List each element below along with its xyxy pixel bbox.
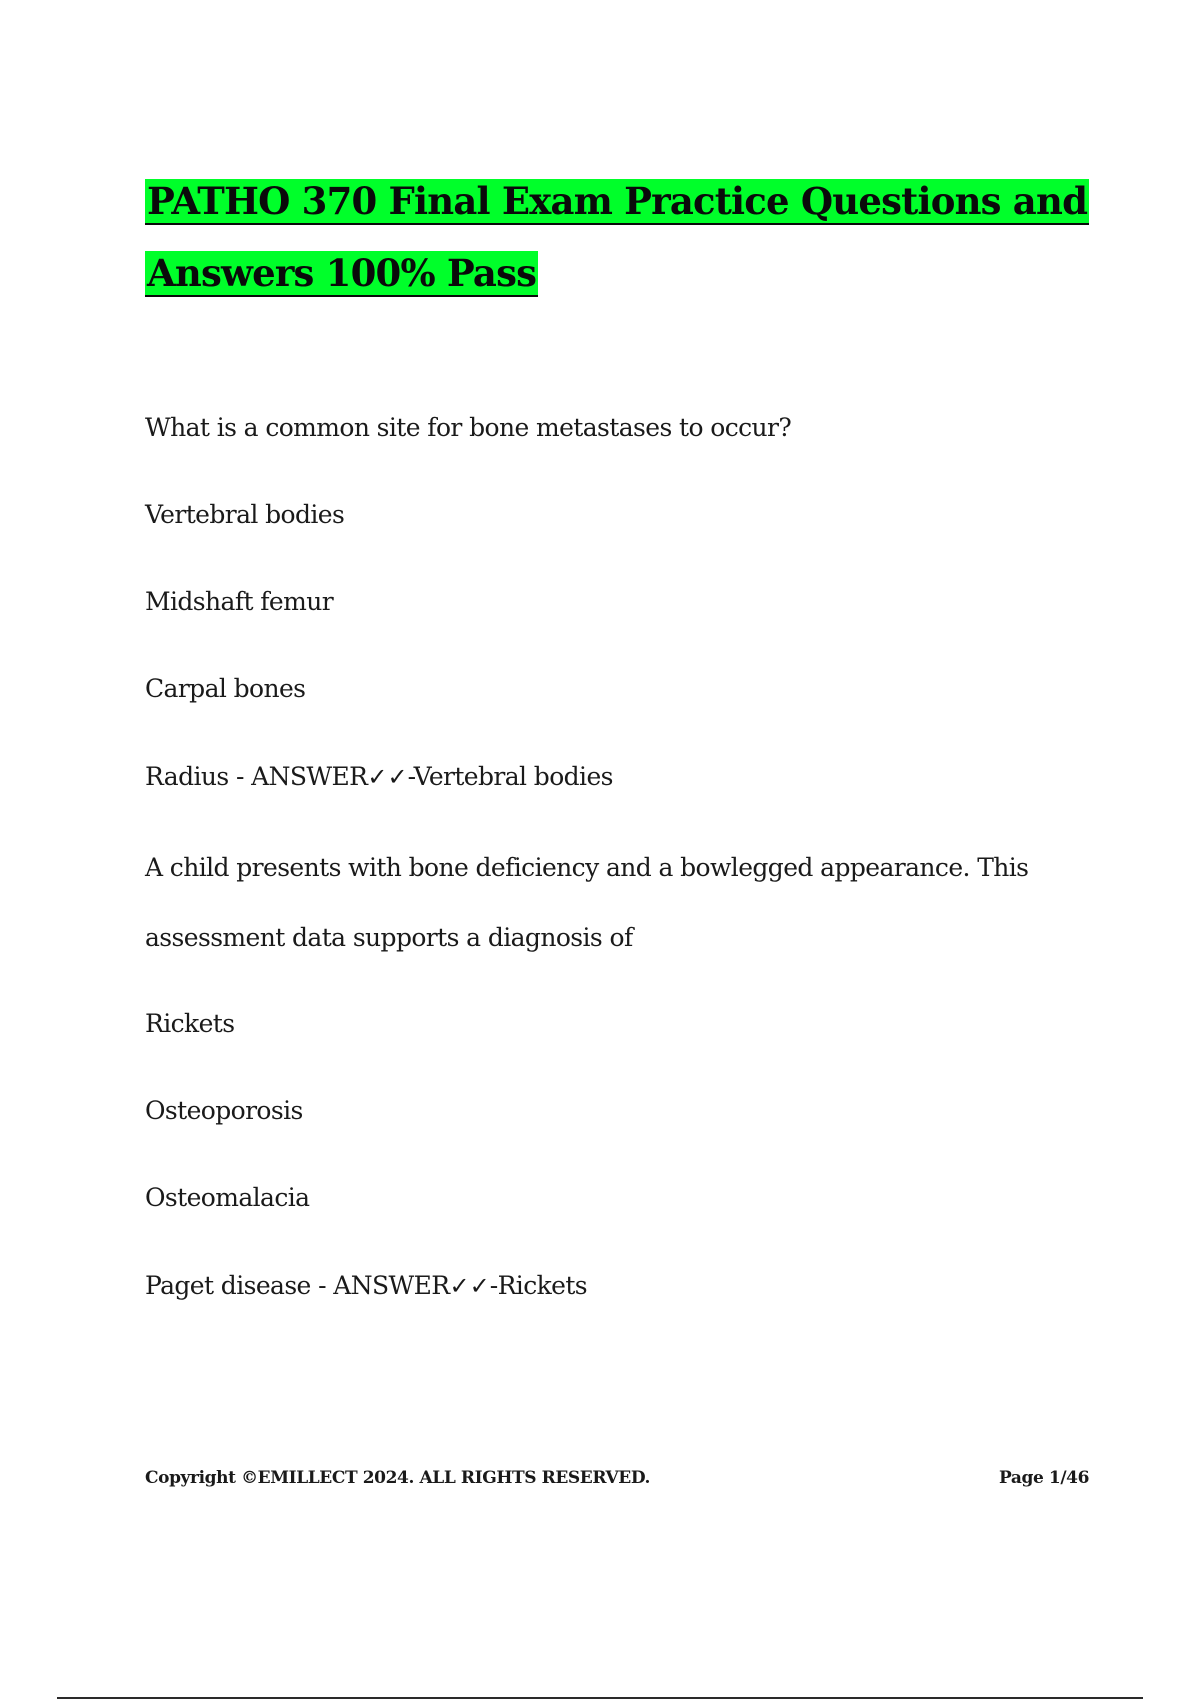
option-item: Radius — [145, 762, 229, 791]
option-item: Carpal bones — [145, 674, 306, 703]
page-number: Page 1/46 — [998, 1468, 1089, 1488]
title-line-2: Answers 100% Pass — [147, 251, 537, 295]
option-item: Paget disease — [145, 1271, 311, 1300]
option-item: Osteomalacia — [145, 1183, 310, 1212]
bottom-divider — [57, 1697, 1143, 1699]
title-line-1: PATHO 370 Final Exam Practice Questions and — [147, 179, 1088, 223]
question-text: A child presents with bone deficiency and a bowlegged appearance. This assessment data supports a diagnosis of — [145, 853, 1029, 952]
checkmark-icon: ✓✓ — [367, 763, 408, 791]
question-text: What is a common site for bone metastases to occur? — [145, 413, 792, 442]
answer-line — [145, 762, 613, 791]
answer-label: - ANSWER — [228, 762, 368, 791]
copyright-notice: Copyright ©EMILLECT 2024. ALL RIGHTS RESERVED. — [145, 1468, 651, 1488]
answer-text: -Rickets — [489, 1271, 588, 1300]
option-item: Rickets — [145, 1009, 235, 1038]
option-item: Vertebral bodies — [145, 500, 345, 529]
answer-line — [145, 1271, 587, 1300]
checkmark-icon: ✓✓ — [449, 1272, 490, 1300]
answer-text: -Vertebral bodies — [407, 762, 613, 791]
answer-label: - ANSWER — [310, 1271, 450, 1300]
option-item: Osteoporosis — [145, 1096, 303, 1125]
document-title — [145, 165, 1088, 309]
option-item: Midshaft femur — [145, 587, 334, 616]
